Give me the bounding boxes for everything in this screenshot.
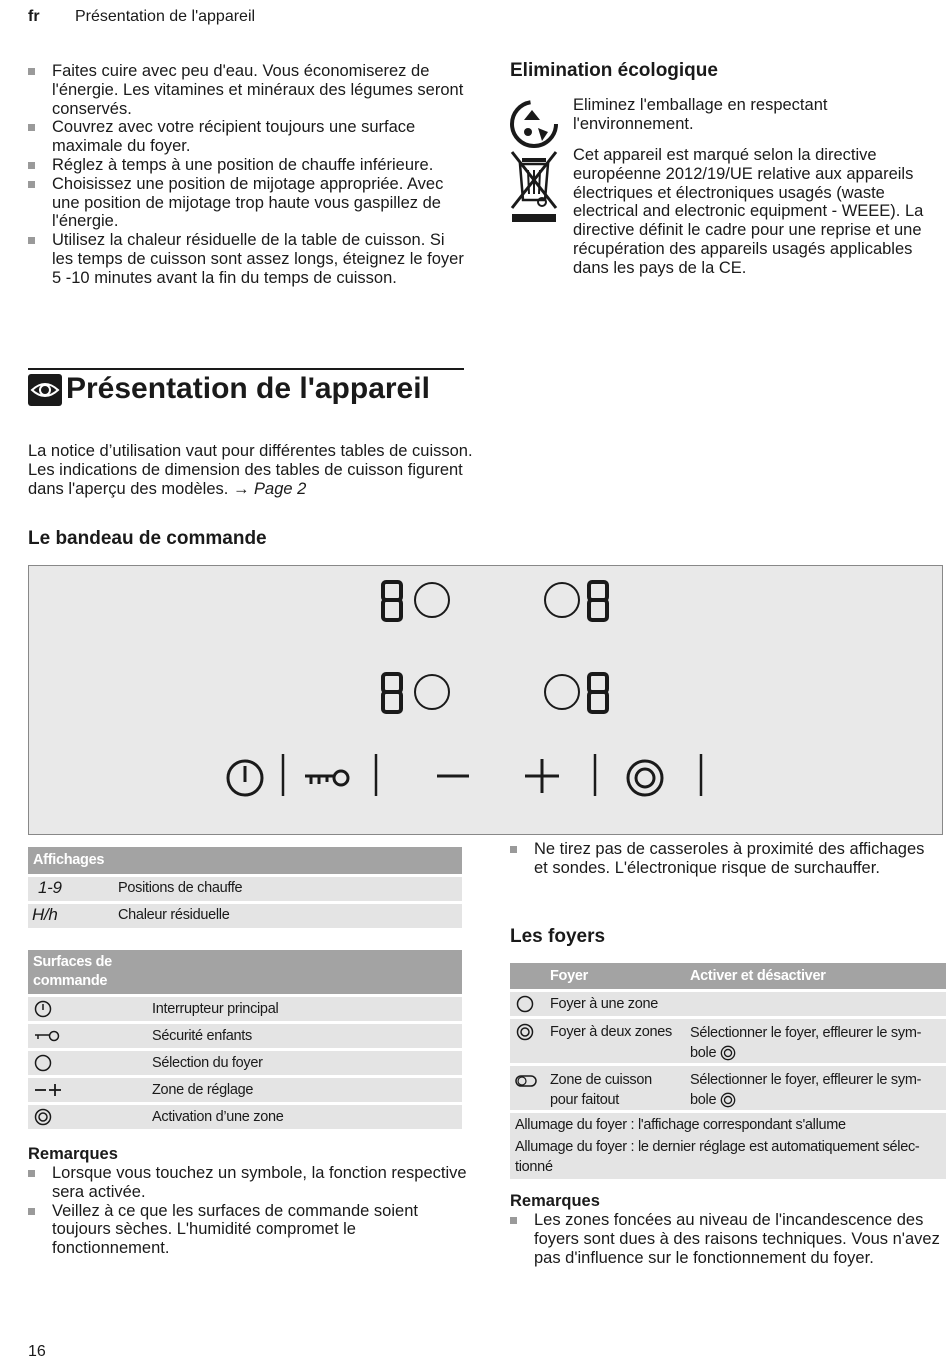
row-label: Positions de chauffe (118, 880, 243, 897)
dual-zone-icon (516, 1023, 534, 1041)
page-number: 16 (28, 1343, 46, 1360)
minus-plus-icon (34, 1082, 62, 1098)
zone-circle-icon (415, 583, 449, 617)
table-row (28, 997, 462, 1021)
row-label: Sécurité enfants (152, 1027, 252, 1044)
table-row (510, 1066, 946, 1110)
action-column-header: Activer et désactiver (690, 967, 826, 984)
foyer-name: pour faitout (550, 1092, 619, 1108)
recycling-icon (508, 98, 560, 150)
section-heading-foyers: Les foyers (510, 926, 606, 947)
list-item: Réglez à temps à une position de chauffe inférieure. (28, 156, 468, 175)
arrow-glyph: → (232, 479, 250, 498)
remarques-list (510, 1211, 942, 1267)
dual-zone-icon (34, 1108, 52, 1126)
display-seven-segment-icon (383, 582, 401, 620)
dual-zone-icon (628, 761, 662, 795)
chapter-title: Présentation de l'appareil (66, 372, 430, 405)
zone-circle-icon (415, 675, 449, 709)
table-row (28, 904, 462, 928)
running-header-title: Présentation de l'appareil (75, 8, 256, 25)
zone-circle-icon (545, 675, 579, 709)
action-text: bole (690, 1092, 717, 1108)
chapter-intro (28, 442, 478, 498)
display-seven-segment-icon (383, 674, 401, 712)
table-row (28, 1051, 462, 1075)
foyers-note: tionné (515, 1159, 553, 1175)
remarques-heading: Remarques (510, 1192, 600, 1210)
list-item: Couvrez avec votre récipient toujours une surface maximale du foyer. (28, 118, 468, 156)
row-label: Interrupteur principal (152, 1000, 279, 1017)
list-item: Ne tirez pas de casseroles à proximité des affichages et sondes. L'électronique risque de surchauffer. (510, 840, 930, 878)
oval-zone-icon (515, 1074, 537, 1088)
action-text: Sélectionner le foyer, effleurer le sym- (690, 1072, 922, 1088)
list-item: Choisissez une position de mijotage appropriée. Avec une position de mijotage trop haute vous gaspillez de l'énergie. (28, 175, 468, 231)
table-row (28, 877, 462, 901)
foyer-column-header: Foyer (550, 967, 588, 984)
row-label: Zone de réglage (152, 1081, 254, 1098)
circle-icon (34, 1054, 52, 1072)
power-icon (34, 1000, 52, 1018)
row-label: Chaleur résiduelle (118, 907, 230, 924)
surfaces-header (28, 950, 462, 994)
chapter-heading (28, 368, 464, 406)
display-seven-segment-icon (589, 674, 607, 712)
section-heading-bandeau: Le bandeau de commande (28, 528, 267, 549)
weee-bin-icon (508, 150, 560, 226)
control-panel-illustration (28, 565, 943, 835)
table-row (28, 1078, 462, 1102)
foyers-table (510, 963, 946, 1179)
foyer-name: Foyer à deux zones (550, 1024, 672, 1040)
dual-zone-icon (720, 1045, 736, 1061)
remarques-heading: Remarques (28, 1145, 118, 1163)
dual-zone-icon (720, 1092, 736, 1108)
plus-icon (525, 759, 559, 793)
surfaces-table (28, 947, 462, 1132)
language-code: fr (28, 8, 40, 25)
energy-tips-list (28, 62, 468, 288)
table-row (510, 1113, 946, 1179)
key-icon (305, 771, 348, 785)
row-label: Activation d’une zone (152, 1108, 284, 1125)
table-row (510, 992, 946, 1016)
residual-heat-symbol: H/h (32, 905, 58, 925)
list-item: Faites cuire avec peu d'eau. Vous économiserez de l'énergie. Les vitamines et minéraux des légumes seront conservés. (28, 62, 468, 118)
table-row (510, 1019, 946, 1063)
heat-level-symbol: 1-9 (38, 878, 62, 898)
action-text: Sélectionner le foyer, effleurer le sym- (690, 1025, 922, 1041)
foyer-name: Foyer à une zone (550, 995, 659, 1012)
list-item: Les zones foncées au niveau de l'incandescence des foyers sont dues à des raisons techniques. Vous n'avez pas d'influence sur le fonctionnement du foyer. (510, 1211, 942, 1267)
page-reference-link[interactable]: Page 2 (254, 479, 307, 498)
section-heading-elimination: Elimination écologique (510, 60, 718, 81)
weee-directive-text: Cet appareil est marqué selon la directive européenne 2012/19/UE relative aux appareils électriques et électroniques usagés (waste electrical and electronic equipment - WEEE). La directive définit le cadre pour une reprise et une récupération des appareils usagés applicables dans les pays de la CE. (573, 146, 924, 277)
surfaces-header-line: commande (33, 973, 108, 989)
list-item: Veillez à ce que les surfaces de commande soient toujours sèches. L'humidité compromet le fonctionnement. (28, 1202, 468, 1258)
affichages-table (28, 844, 462, 931)
intro-text: La notice d’utilisation vaut pour différentes tables de cuisson. Les indications de dimension des tables de cuisson figurent dans l'aperçu des modèles. (28, 442, 473, 498)
foyer-name: Zone de cuisson (550, 1072, 652, 1088)
circle-icon (516, 995, 534, 1013)
elimination-packaging-text: Eliminez l'emballage en respectant l'environnement. (573, 96, 828, 133)
eye-icon (28, 374, 62, 406)
table-row (28, 1105, 462, 1129)
zone-circle-icon (545, 583, 579, 617)
table-row (28, 1024, 462, 1048)
display-seven-segment-icon (589, 582, 607, 620)
list-item: Lorsque vous touchez un symbole, la fonction respective sera activée. (28, 1164, 468, 1202)
list-item: Utilisez la chaleur résiduelle de la table de cuisson. Si les temps de cuisson sont assez longs, éteignez le foyer 5 -10 minutes avant la fin du temps de cuisson. (28, 231, 468, 287)
foyers-note: Allumage du foyer : l'affichage correspondant s'allume (515, 1117, 846, 1133)
remarques-list (28, 1164, 468, 1258)
power-icon (228, 761, 262, 795)
foyers-note: Allumage du foyer : le dernier réglage est automatiquement sélec- (515, 1139, 920, 1155)
surfaces-header-line: Surfaces de (33, 954, 112, 970)
action-text: bole (690, 1045, 717, 1061)
key-icon (34, 1029, 60, 1043)
electronics-warning-list (510, 840, 930, 878)
affichages-header: Affichages (33, 852, 105, 868)
row-label: Sélection du foyer (152, 1054, 263, 1071)
